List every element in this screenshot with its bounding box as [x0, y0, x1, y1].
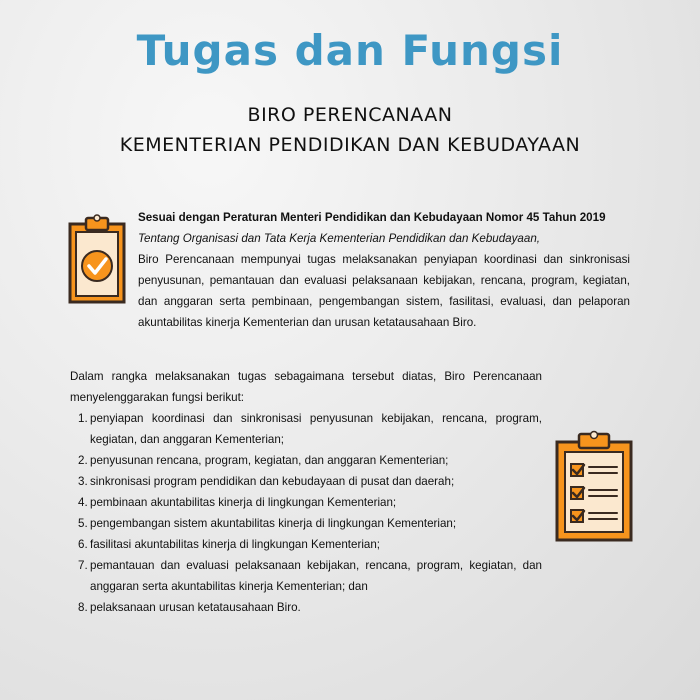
- regulation-subject: Tentang Organisasi dan Tata Kerja Kementerian Pendidikan dan Kebudayaan,: [138, 232, 540, 245]
- regulation-text: Sesuai dengan Peraturan Menteri Pendidikan dan Kebudayaan Nomor 45 Tahun 2019: [138, 211, 606, 224]
- list-item: 1. penyiapan koordinasi dan sinkronisasi penyusunan kebijakan, rencana, program, kegiatan, dan anggaran Kementerian;: [78, 412, 542, 446]
- fungsi-section: [70, 366, 542, 618]
- list-item: 8. pelaksanaan urusan ketatausahaan Biro.: [78, 601, 301, 614]
- list-item: 5. pengembangan sistem akuntabilitas kinerja di lingkungan Kementerian;: [78, 517, 457, 530]
- intro-section: [138, 207, 630, 333]
- subtitle-line1: BIRO PERENCANAAN: [247, 104, 453, 126]
- list-item: 3. sinkronisasi program pendidikan dan kebudayaan di pusat dan daerah;: [78, 475, 455, 488]
- list-item: 7. pemantauan dan evaluasi pelaksanaan kebijakan, rencana, program, kegiatan, dan anggaran serta akuntabilitas kinerja Kementerian; dan: [78, 559, 542, 593]
- page-title: Tugas dan Fungsi: [136, 26, 564, 75]
- fungsi-list: [70, 408, 542, 618]
- fungsi-lead: Dalam rangka melaksanakan tugas sebagaimana tersebut diatas, Biro Perencanaan menyelenggarakan fungsi berikut:: [70, 370, 542, 404]
- clipboard-checklist-icon: [555, 430, 633, 542]
- list-item: 6. fasilitasi akuntabilitas kinerja di lingkungan Kementerian;: [78, 538, 381, 551]
- list-item: 4. pembinaan akuntabilitas kinerja di lingkungan Kementerian;: [78, 496, 397, 509]
- task-description: Biro Perencanaan mempunyai tugas melaksanakan penyiapan koordinasi dan sinkronisasi penyusunan, pemantauan dan evaluasi pelaksanaan kebijakan, rencana, program, kegiatan, dan anggaran serta pembinaan, pengembangan sistem, fasilitasi, evaluasi, dan pelaporan akuntabilitas kinerja Kementerian dan urusan ketatausahaan Biro.: [138, 253, 630, 329]
- list-item: 2. penyusunan rencana, program, kegiatan, dan anggaran Kementerian;: [78, 454, 449, 467]
- subtitle-line2: KEMENTERIAN PENDIDIKAN DAN KEBUDAYAAN: [119, 134, 581, 156]
- clipboard-check-icon: [68, 214, 126, 304]
